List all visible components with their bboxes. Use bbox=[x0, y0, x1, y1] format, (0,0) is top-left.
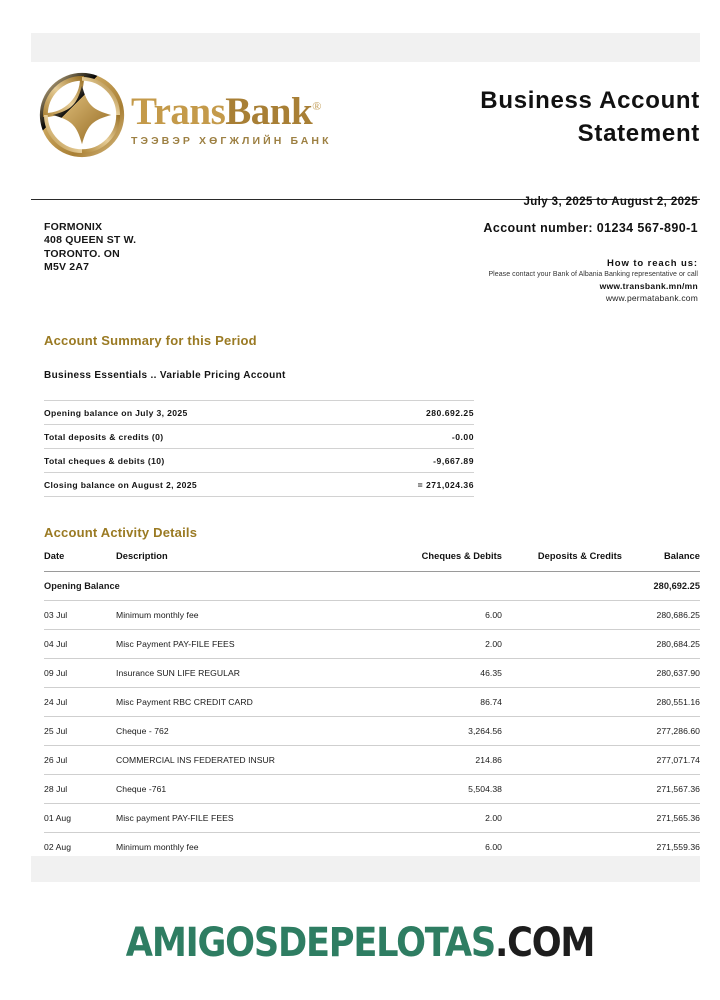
customer-name: FORMONIX bbox=[44, 221, 103, 233]
summary-amount: -9,667.89 bbox=[358, 449, 474, 473]
column-header-credits: Deposits & Credits bbox=[537, 551, 622, 561]
page-title-line2: Statement bbox=[577, 120, 700, 147]
summary-label: Closing balance on August 2, 2025 bbox=[44, 473, 358, 497]
table-row bbox=[44, 659, 700, 688]
page-title bbox=[300, 84, 700, 150]
account-activity-heading: Account Activity Details bbox=[44, 525, 198, 540]
bottom-decorative-band bbox=[31, 856, 700, 882]
row-debit: 214.86 bbox=[364, 746, 502, 775]
summary-amount: = 271,024.36 bbox=[358, 473, 474, 497]
row-credit bbox=[502, 601, 622, 630]
row-debit: 2.00 bbox=[364, 804, 502, 833]
summary-row bbox=[44, 449, 474, 473]
product-name: Business Essentials .. Variable Pricing Account bbox=[44, 370, 286, 381]
table-row bbox=[44, 601, 700, 630]
row-description: Minimum monthly fee bbox=[116, 601, 364, 630]
opening-balance-row bbox=[44, 572, 700, 601]
summary-label: Total cheques & debits (10) bbox=[44, 449, 358, 473]
row-description: Misc Payment RBC CREDIT CARD bbox=[116, 688, 364, 717]
row-debit: 6.00 bbox=[364, 601, 502, 630]
activity-rows bbox=[44, 572, 700, 862]
bank-website-secondary[interactable]: www.permatabank.com bbox=[605, 293, 698, 303]
opening-balance-label: Opening Balance bbox=[44, 572, 364, 601]
row-debit: 6.00 bbox=[364, 833, 502, 862]
row-balance: 277,071.74 bbox=[622, 746, 700, 775]
bank-tagline: ТЭЭВЭР ХӨГЖЛИЙН БАНК bbox=[131, 135, 332, 147]
page-title-line1: Business Account bbox=[480, 87, 700, 114]
row-description: COMMERCIAL INS FEDERATED INSUR bbox=[116, 746, 364, 775]
top-decorative-band bbox=[31, 33, 700, 62]
registered-trademark-icon: ® bbox=[312, 99, 321, 113]
column-header-debits: Cheques & Debits bbox=[421, 551, 502, 561]
table-row bbox=[44, 804, 700, 833]
bank-name-part1: Trans bbox=[131, 90, 226, 133]
account-summary-heading: Account Summary for this Period bbox=[44, 333, 257, 348]
row-description: Insurance SUN LIFE REGULAR bbox=[116, 659, 364, 688]
table-row bbox=[44, 630, 700, 659]
row-date: 03 Jul bbox=[44, 601, 116, 630]
summary-amount: 280.692.25 bbox=[358, 401, 474, 425]
row-debit: 5,504.38 bbox=[364, 775, 502, 804]
column-header-description: Description bbox=[116, 551, 168, 561]
row-balance: 280,551.16 bbox=[622, 688, 700, 717]
customer-address-block bbox=[44, 221, 136, 275]
row-date: 28 Jul bbox=[44, 775, 116, 804]
row-date: 26 Jul bbox=[44, 746, 116, 775]
row-debit: 3,264.56 bbox=[364, 717, 502, 746]
summary-row bbox=[44, 425, 474, 449]
row-balance: 280,637.90 bbox=[622, 659, 700, 688]
row-date: 25 Jul bbox=[44, 717, 116, 746]
row-debit: 46.35 bbox=[364, 659, 502, 688]
bank-name-part2: Bank bbox=[225, 90, 313, 133]
row-balance: 280,686.25 bbox=[622, 601, 700, 630]
statement-header bbox=[31, 72, 700, 172]
row-balance: 271,567.36 bbox=[622, 775, 700, 804]
bank-logo bbox=[39, 72, 332, 158]
row-credit bbox=[502, 804, 622, 833]
row-credit bbox=[502, 688, 622, 717]
footer-watermark bbox=[43, 920, 677, 966]
row-credit bbox=[502, 746, 622, 775]
row-description: Minimum monthly fee bbox=[116, 833, 364, 862]
bank-website-primary[interactable]: www.transbank.mn/mn bbox=[599, 281, 698, 291]
row-debit: 86.74 bbox=[364, 688, 502, 717]
row-credit bbox=[502, 630, 622, 659]
account-info-block bbox=[278, 196, 698, 304]
row-date: 09 Jul bbox=[44, 659, 116, 688]
row-date: 01 Aug bbox=[44, 804, 116, 833]
row-balance: 271,565.36 bbox=[622, 804, 700, 833]
column-header-balance: Balance bbox=[663, 551, 700, 561]
contact-heading: How to reach us: bbox=[607, 258, 698, 269]
summary-amount: -0.00 bbox=[358, 425, 474, 449]
watermark-name: AMIGOSDEPELOTAS bbox=[125, 920, 495, 966]
transbank-emblem-icon bbox=[39, 72, 125, 158]
row-date: 04 Jul bbox=[44, 630, 116, 659]
table-row bbox=[44, 688, 700, 717]
summary-row bbox=[44, 473, 474, 497]
customer-address-line1: 408 QUEEN ST W. bbox=[44, 234, 137, 247]
row-description: Misc payment PAY-FILE FEES bbox=[116, 804, 364, 833]
summary-row bbox=[44, 401, 474, 425]
row-balance: 271,559.36 bbox=[622, 833, 700, 862]
opening-balance-credit bbox=[502, 572, 622, 601]
statement-period: July 3, 2025 to August 2, 2025 bbox=[523, 196, 698, 208]
row-description: Cheque - 762 bbox=[116, 717, 364, 746]
summary-label: Opening balance on July 3, 2025 bbox=[44, 401, 358, 425]
summary-label: Total deposits & credits (0) bbox=[44, 425, 358, 449]
column-header-date: Date bbox=[44, 551, 65, 561]
row-description: Cheque -761 bbox=[116, 775, 364, 804]
table-row bbox=[44, 775, 700, 804]
row-balance: 280,684.25 bbox=[622, 630, 700, 659]
row-credit bbox=[502, 659, 622, 688]
row-description: Misc Payment PAY-FILE FEES bbox=[116, 630, 364, 659]
account-activity-table bbox=[44, 551, 700, 862]
row-credit bbox=[502, 717, 622, 746]
opening-balance-amount: 280,692.25 bbox=[622, 572, 700, 601]
customer-address-line2: TORONTO. ON bbox=[44, 247, 120, 260]
account-summary-table bbox=[44, 400, 474, 497]
row-date: 02 Aug bbox=[44, 833, 116, 862]
contact-note: Please contact your Bank of Albania Banking representative or call bbox=[488, 271, 698, 278]
row-credit bbox=[502, 775, 622, 804]
account-number: Account number: 01234 567-890-1 bbox=[483, 221, 698, 235]
row-balance: 277,286.60 bbox=[622, 717, 700, 746]
customer-address-line3: M5V 2A7 bbox=[44, 261, 90, 274]
table-row bbox=[44, 717, 700, 746]
row-debit: 2.00 bbox=[364, 630, 502, 659]
opening-balance-debit bbox=[364, 572, 502, 601]
table-header-row bbox=[44, 551, 700, 572]
table-row bbox=[44, 746, 700, 775]
row-date: 24 Jul bbox=[44, 688, 116, 717]
watermark-tld: .COM bbox=[494, 920, 595, 966]
